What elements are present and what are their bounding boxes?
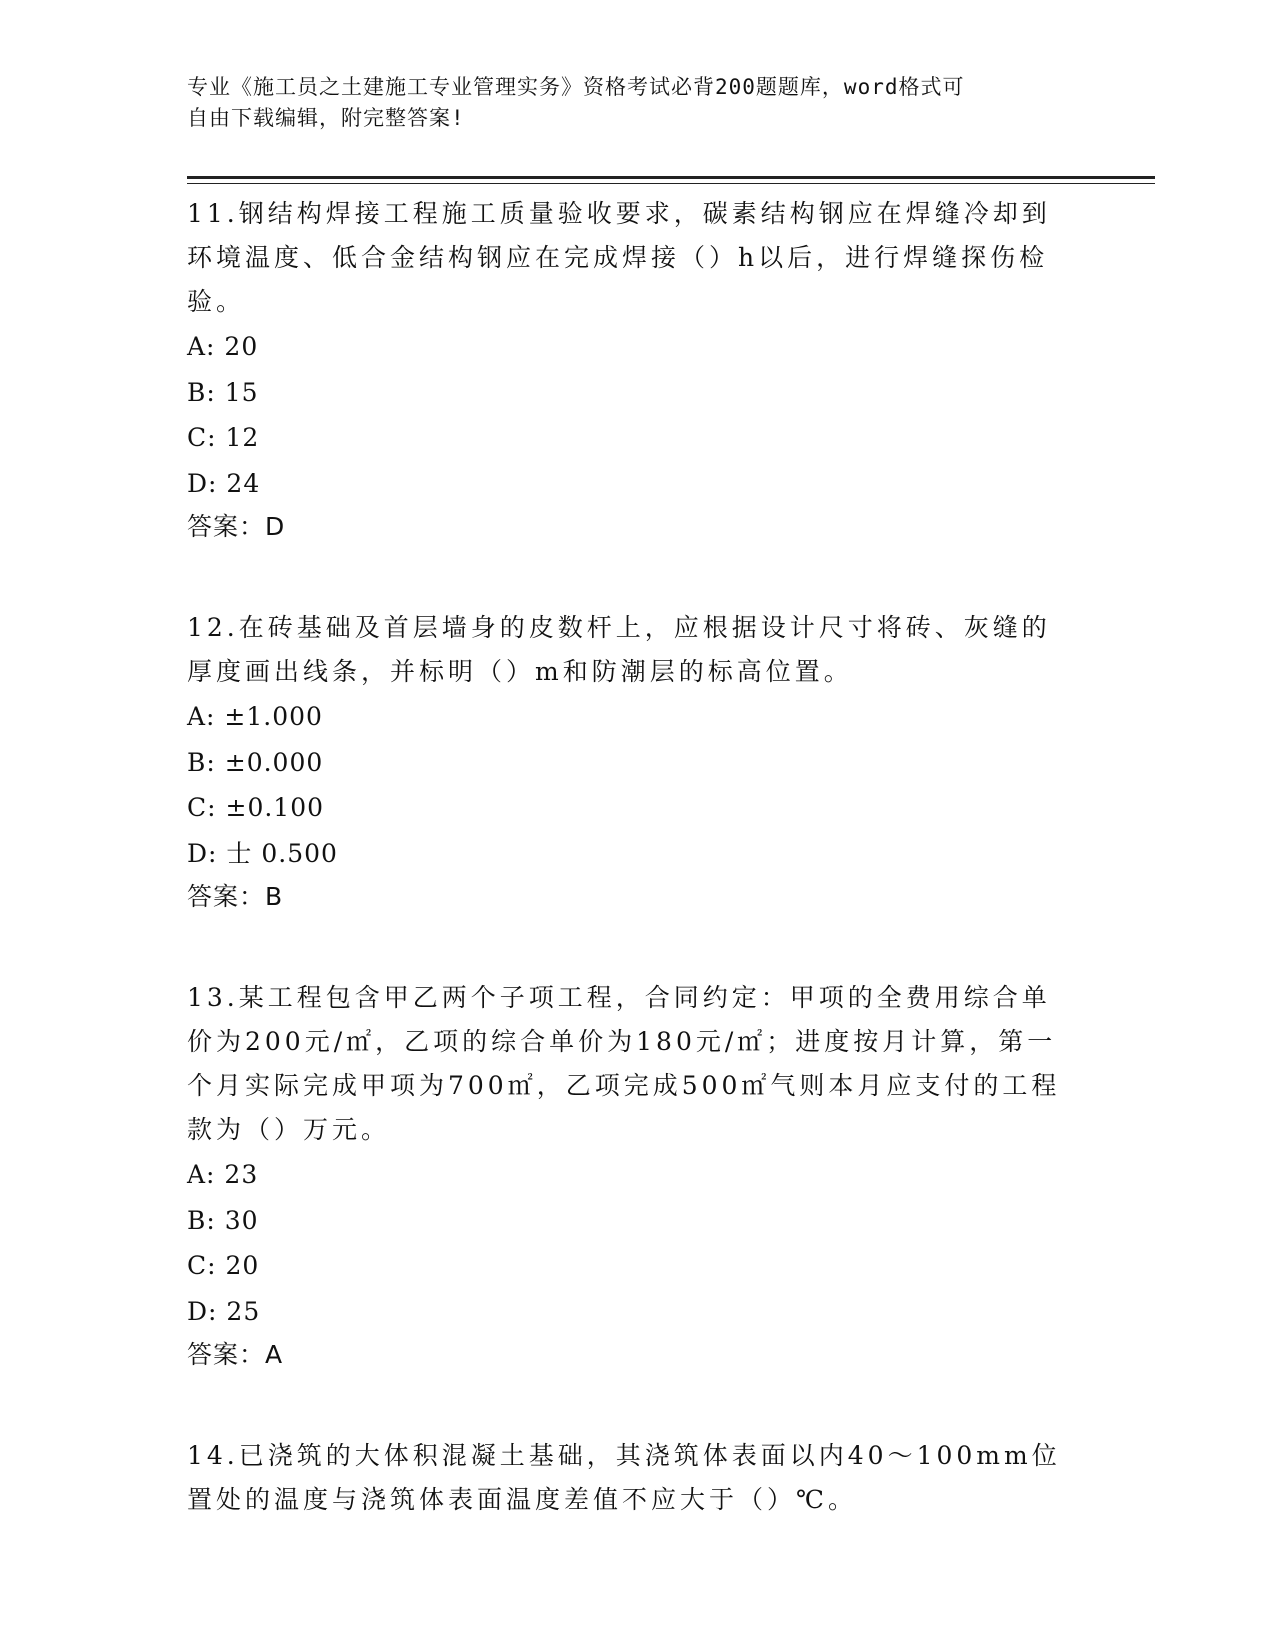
question-text: 12.在砖基础及首层墙身的皮数杆上，应根据设计尺寸将砖、灰缝的厚度画出线条，并标明（）m和防潮层的标高位置。 <box>187 613 1051 686</box>
question-12 <box>187 606 1087 918</box>
answer-label: 答案：A <box>187 1340 284 1369</box>
header-divider-thin <box>187 183 1155 184</box>
option-a: A: 20 <box>187 332 259 361</box>
question-11 <box>187 192 1087 548</box>
answer-label: 答案：B <box>187 882 284 911</box>
option-b: B: 15 <box>187 377 259 407</box>
header-line-1: 专业《施工员之土建施工专业管理实务》资格考试必背200题题库，word格式可 <box>187 75 965 99</box>
question-list <box>187 192 1087 1580</box>
header-divider-thick <box>187 176 1155 179</box>
question-14 <box>187 1434 1087 1522</box>
option-b: B: 30 <box>187 1205 259 1235</box>
option-b: B: ±0.000 <box>187 747 324 777</box>
option-c: C: 20 <box>187 1251 260 1280</box>
option-d: D: 士 0.500 <box>187 838 338 868</box>
answer-label: 答案：D <box>187 512 286 541</box>
option-a: A: ±1.000 <box>187 702 323 731</box>
question-text: 11.钢结构焊接工程施工质量验收要求，碳素结构钢应在焊缝冷却到环境温度、低合金结构钢应在完成焊接（）h以后，进行焊缝探伤检验。 <box>187 199 1051 316</box>
option-c: C: ±0.100 <box>187 793 325 822</box>
option-c: C: 12 <box>187 423 260 452</box>
header-line-2: 自由下载编辑，附完整答案! <box>187 106 465 130</box>
question-text: 14.已浇筑的大体积混凝土基础，其浇筑体表面以内40～100mm位置处的温度与浇筑体表面温度差值不应大于（）℃。 <box>187 1441 1061 1514</box>
document-header <box>187 72 1067 134</box>
option-d: D: 24 <box>187 468 261 498</box>
question-13 <box>187 976 1087 1376</box>
question-text: 13.某工程包含甲乙两个子项工程，合同约定：甲项的全费用综合单价为200元/㎡，乙项的综合单价为180元/㎡；进度按月计算，第一个月实际完成甲项为700㎡，乙项完成500㎡气则本月应支付的工程款为（）万元。 <box>187 983 1061 1144</box>
option-a: A: 23 <box>187 1160 259 1189</box>
option-d: D: 25 <box>187 1296 261 1326</box>
